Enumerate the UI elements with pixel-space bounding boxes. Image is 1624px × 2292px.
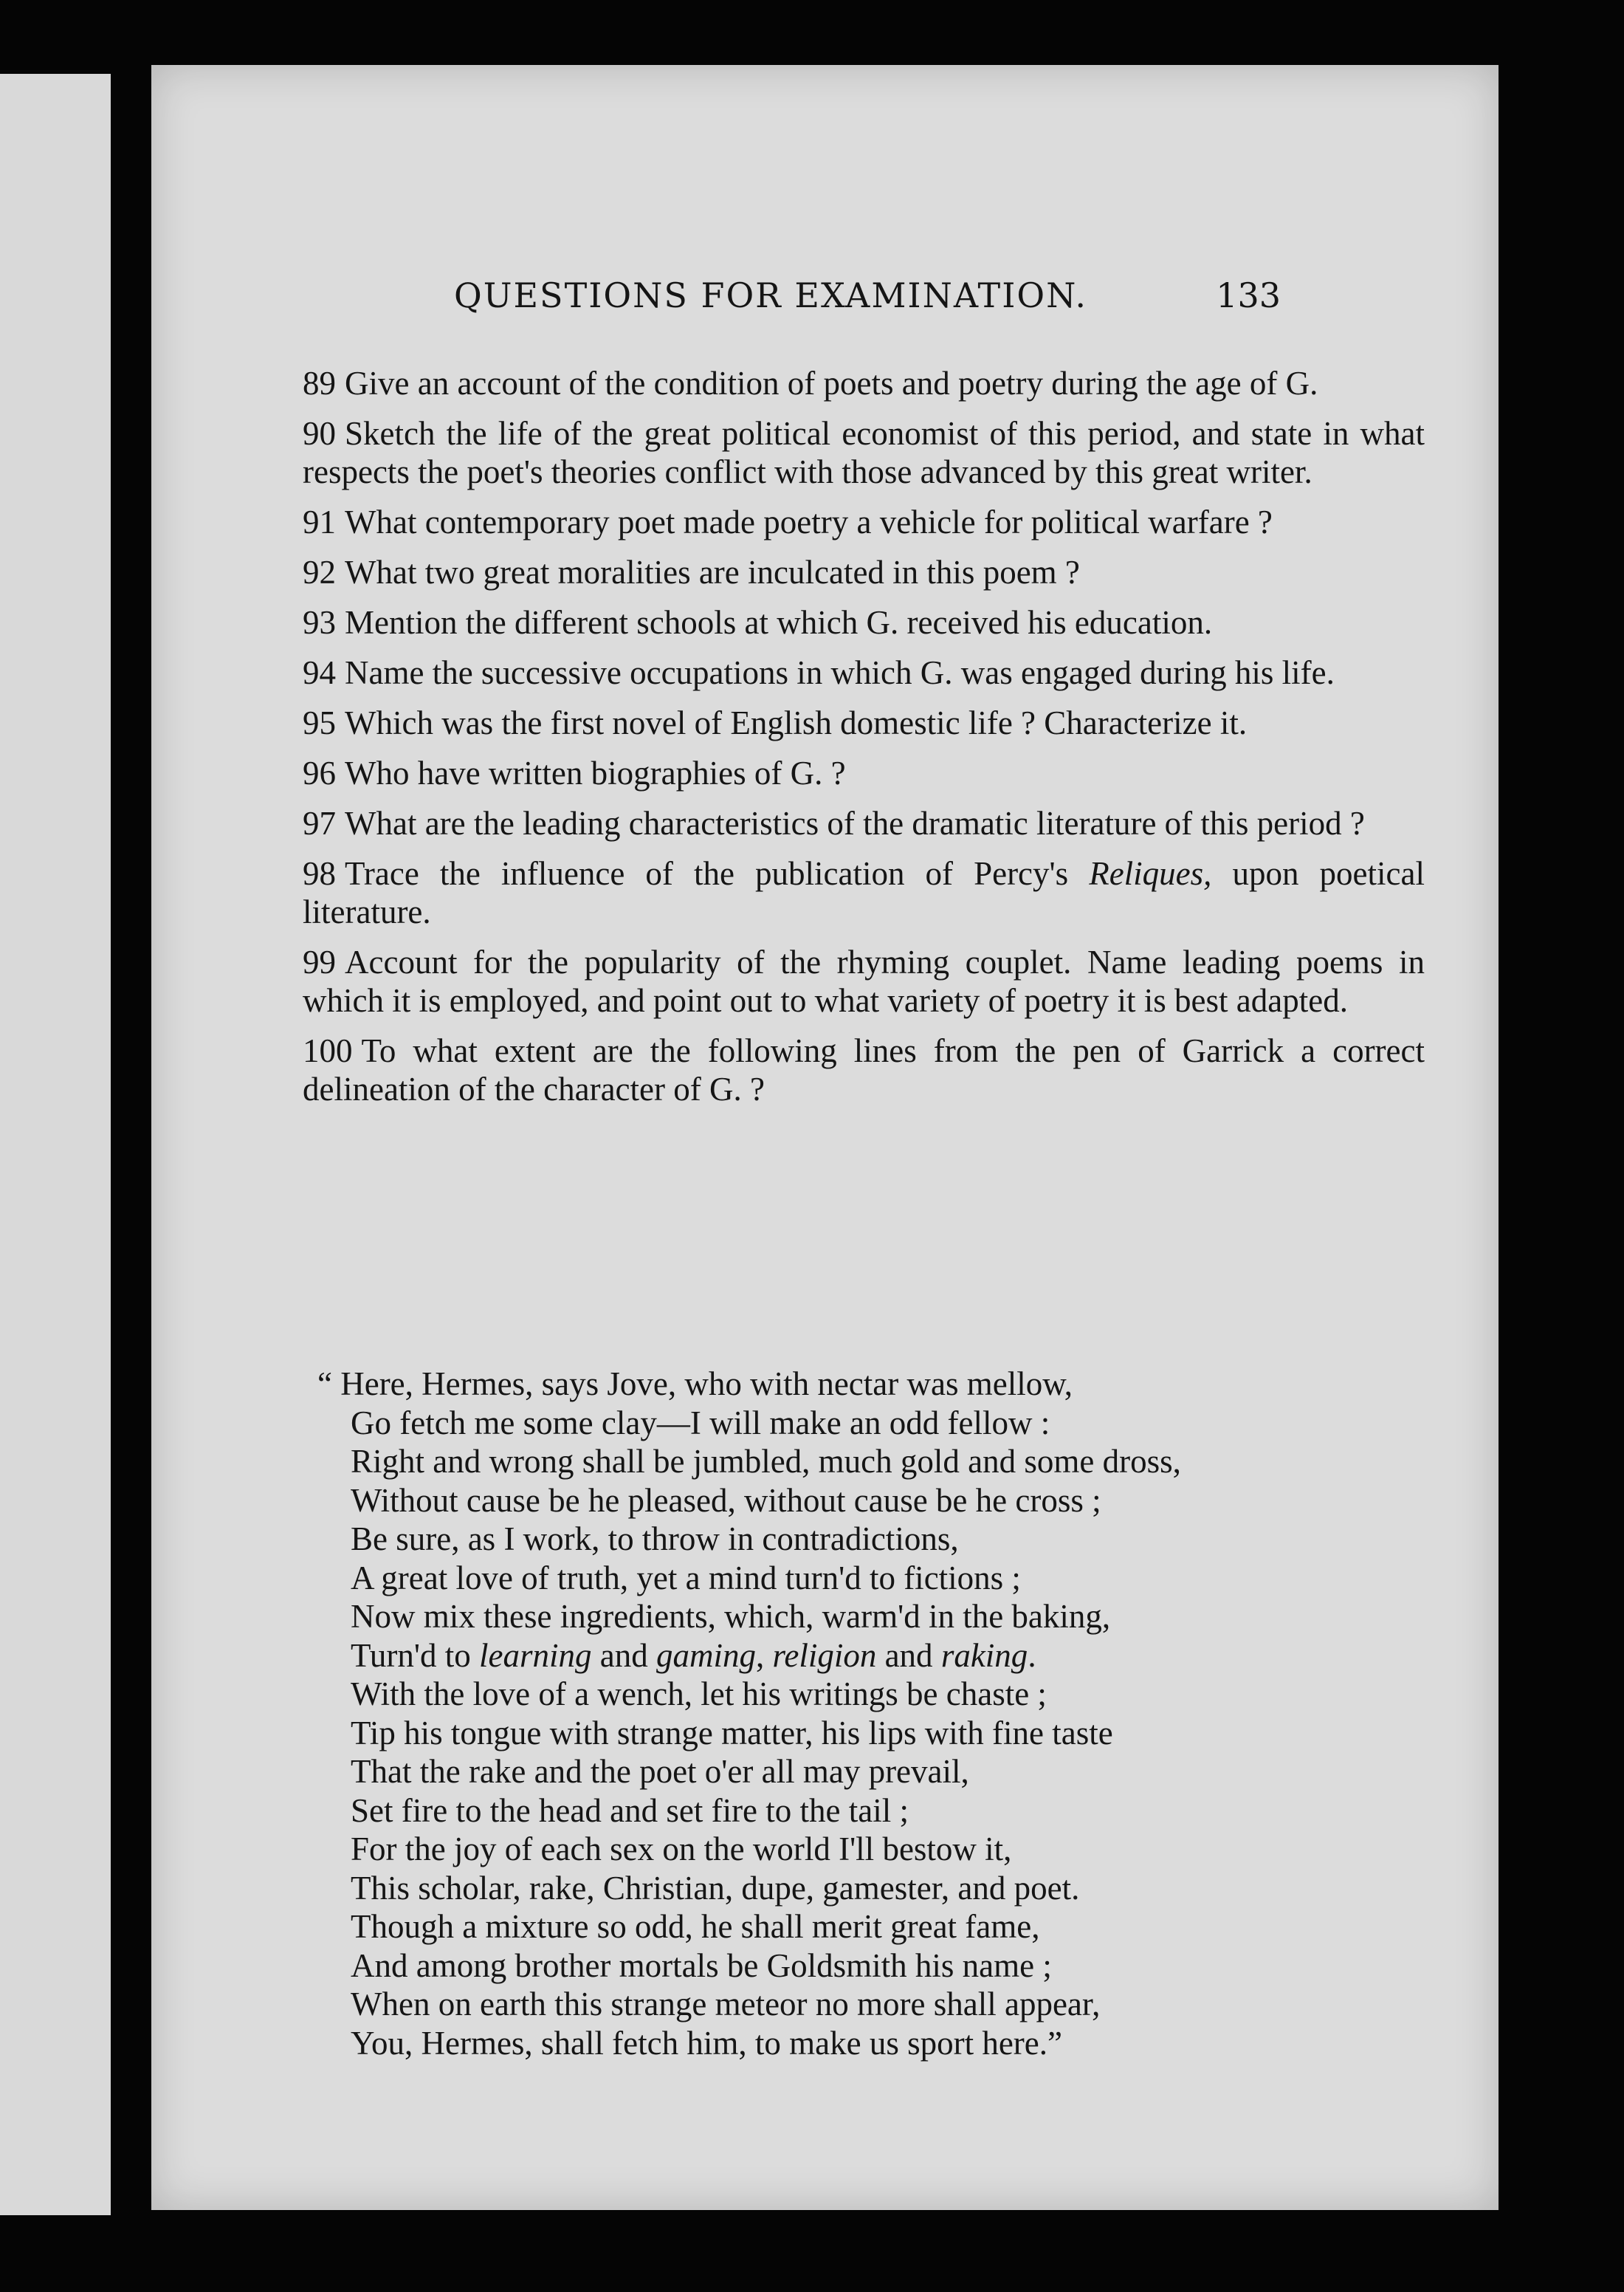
poem-text: . [1028,1636,1036,1674]
poem-line: You, Hermes, shall fetch him, to make us sport here.” [351,2024,1062,2062]
question-92 [303,553,1425,591]
question-list [303,364,1425,1120]
poem-text: Turn'd to [351,1636,480,1674]
question-number: 100 [303,1032,353,1069]
question-91 [303,503,1425,541]
question-94 [303,653,1425,692]
book-title-reliques: Reliques, [1089,855,1212,892]
question-text: What contemporary poet made poetry a vehicle for political warfare ? [345,504,1273,541]
question-89 [303,364,1425,402]
question-number: 98 [303,855,336,892]
poem-italic-word: gaming [656,1636,756,1674]
question-96 [303,754,1425,792]
question-number: 94 [303,654,336,691]
poem-italic-word: raking [940,1636,1028,1674]
poem-italic-word: religion [772,1636,877,1674]
question-93 [303,603,1425,642]
poem-line: Go fetch me some clay—I will make an odd fellow : [351,1404,1050,1441]
poem-line: Now mix these ingredients, which, warm'd in the baking, [351,1598,1111,1635]
question-number: 91 [303,504,336,541]
poem-line: Set fire to the head and set fire to the tail ; [351,1791,909,1829]
book-page [151,65,1499,2210]
poem-line: This scholar, rake, Christian, dupe, gamester, and poet. [351,1869,1080,1907]
question-number: 96 [303,755,336,792]
poem-line: Tip his tongue with strange matter, his lips with fine taste [351,1714,1113,1751]
question-text: Account for the popularity of the rhyming couplet. Name leading poems in which it is employed, and point out to what variety of poetry it is best adapted. [303,944,1425,1019]
question-number: 97 [303,805,336,842]
poem-line: When on earth this strange meteor no more shall appear, [351,1986,1101,2022]
poem-line: That the rake and the poet o'er all may prevail, [351,1753,969,1790]
poem-line: And among brother mortals be Goldsmith his name ; [351,1946,1052,1984]
poem-line: With the love of a wench, let his writings be chaste ; [351,1675,1047,1712]
question-text-continued: upon poetical literature. [303,855,1425,930]
question-text: Which was the first novel of English domestic life ? Characterize it. [345,704,1248,741]
question-number: 92 [303,554,336,591]
question-number: 93 [303,604,336,641]
question-number: 95 [303,704,336,741]
poem-line: Without cause be he pleased, without cause be he cross ; [351,1481,1101,1519]
question-text: What two great moralities are inculcated in this poem ? [345,554,1080,591]
question-text: Mention the different schools at which G. received his education. [345,604,1213,641]
poem-italic-word: learning [479,1636,592,1674]
page-header [151,275,1499,334]
question-number: 89 [303,365,336,402]
question-100 [303,1032,1425,1108]
garrick-poem [317,1365,1425,2062]
question-90 [303,414,1425,491]
poem-line: Though a mixture so odd, he shall merit great fame, [351,1908,1040,1945]
question-text: Sketch the life of the great political economist of this period, and state in what respects the poet's theories conflict with those advanced by this great writer. [303,415,1425,490]
question-99 [303,943,1425,1020]
poem-line: Right and wrong shall be jumbled, much gold and some dross, [351,1443,1181,1480]
poem-text: and [591,1636,656,1674]
poem-text: and [876,1636,941,1674]
question-text: Name the successive occupations in which G. was engaged during his life. [345,654,1335,691]
question-98 [303,854,1425,931]
page-number: 133 [1216,275,1281,315]
poem-line: Be sure, as I work, to throw in contradictions, [351,1520,959,1557]
poem-text: , [756,1636,773,1674]
question-number: 90 [303,415,336,452]
question-text: What are the leading characteristics of the dramatic literature of this period ? [345,805,1365,842]
question-97 [303,804,1425,843]
poem-line-italic-mix [317,1636,1425,1675]
poem-line: A great love of truth, yet a mind turn'd to fictions ; [351,1559,1021,1596]
question-number: 99 [303,944,336,981]
poem-line: For the joy of each sex on the world I'll bestow it, [351,1830,1012,1867]
question-95 [303,704,1425,742]
running-title: QUESTIONS FOR EXAMINATION. [454,275,1088,315]
question-text: Who have written biographies of G. ? [345,755,846,792]
poem-line: “ Here, Hermes, says Jove, who with nectar was mellow, [317,1365,1073,1402]
question-text: Trace the influence of the publication of Percy's [345,855,1090,892]
question-text: To what extent are the following lines from the pen of Garrick a correct delineation of the character of G. ? [303,1032,1425,1108]
question-text: Give an account of the condition of poets and poetry during the age of G. [345,365,1318,402]
facing-page-edge [0,74,111,2215]
